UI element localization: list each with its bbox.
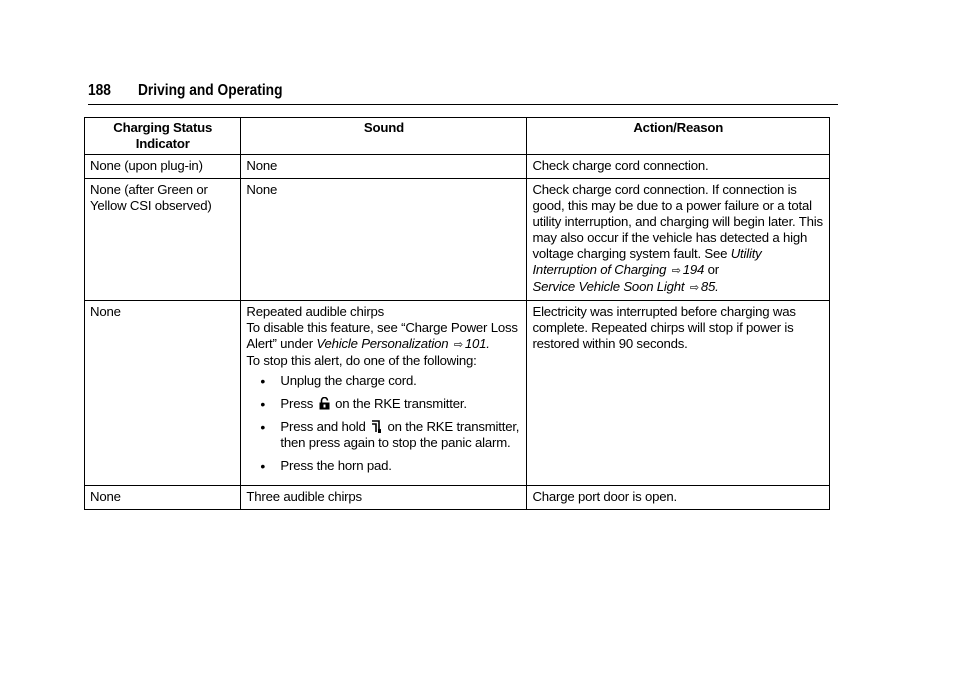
cell-sound: None [241,179,527,301]
column-header-action: Action/Reason [527,118,830,155]
bullet: • [260,458,266,474]
section-title: Driving and Operating [138,82,283,99]
page-ref-arrow-icon: ⇨ [689,282,699,294]
bullet: • [260,419,266,435]
list-item: • Press and hold on the RKE transmitter, then press again to stop the panic alarm. [260,419,520,450]
cell-sound [241,301,527,486]
remote-start-icon [371,420,382,433]
charging-status-table [84,117,830,510]
page-ref-arrow-icon: ⇨ [453,339,463,351]
cell-action [527,179,830,301]
column-header-indicator: Charging Status Indicator [85,118,241,155]
list-item: • Unplug the charge cord. [260,373,417,389]
cell-indicator: None (after Green or Yellow CSI observed) [85,179,241,301]
unlock-icon [319,397,330,410]
cell-indicator: None [85,486,241,510]
page-ref[interactable]: 101. [464,336,490,351]
cell-indicator: None (upon plug-in) [85,155,241,179]
page-number: 188 [88,82,111,99]
column-header-sound: Sound [241,118,527,155]
sound-line: To stop this alert, do one of the following: [246,353,477,368]
cell-action: Check charge cord connection. [527,155,830,179]
list-item: • Press the horn pad. [260,458,392,474]
cell-sound: Three audible chirps [241,486,527,510]
table-row [85,179,830,301]
xref-service-vehicle-soon[interactable]: Service Vehicle Soon Light [532,279,685,294]
table-row [85,155,830,179]
cell-action: Charge port door is open. [527,486,830,510]
table-row [85,486,830,510]
page-header [88,82,838,105]
or-text: or [707,262,719,277]
bullet: • [260,373,266,389]
cell-action: Electricity was interrupted before charging was complete. Repeated chirps will stop if power is restored within 90 seconds. [527,301,830,486]
list-item: • Press on the RKE transmitter. [260,396,467,412]
page-ref-arrow-icon: ⇨ [671,265,681,277]
page-ref[interactable]: 194 [682,262,705,277]
cell-indicator: None [85,301,241,486]
bullet: • [260,396,266,412]
table-header-row [85,118,830,155]
table-row [85,301,830,486]
action-list [246,373,521,474]
sound-line: To disable this feature, see “Charge Power Loss Alert” under [246,320,518,351]
xref-utility-interruption[interactable]: Utility Interruption of Charging [532,246,762,277]
sound-line: Repeated audible chirps [246,304,385,319]
action-text: Check charge cord connection. If connection is good, this may be due to a power failure or a total utility interruption, and charging will begin later. This may also occur if the vehicle has detected a high voltage charging system fault. See [532,182,823,261]
page-ref[interactable]: 85. [700,279,719,294]
xref-vehicle-personalization[interactable]: Vehicle Personalization [316,336,449,351]
cell-sound: None [241,155,527,179]
